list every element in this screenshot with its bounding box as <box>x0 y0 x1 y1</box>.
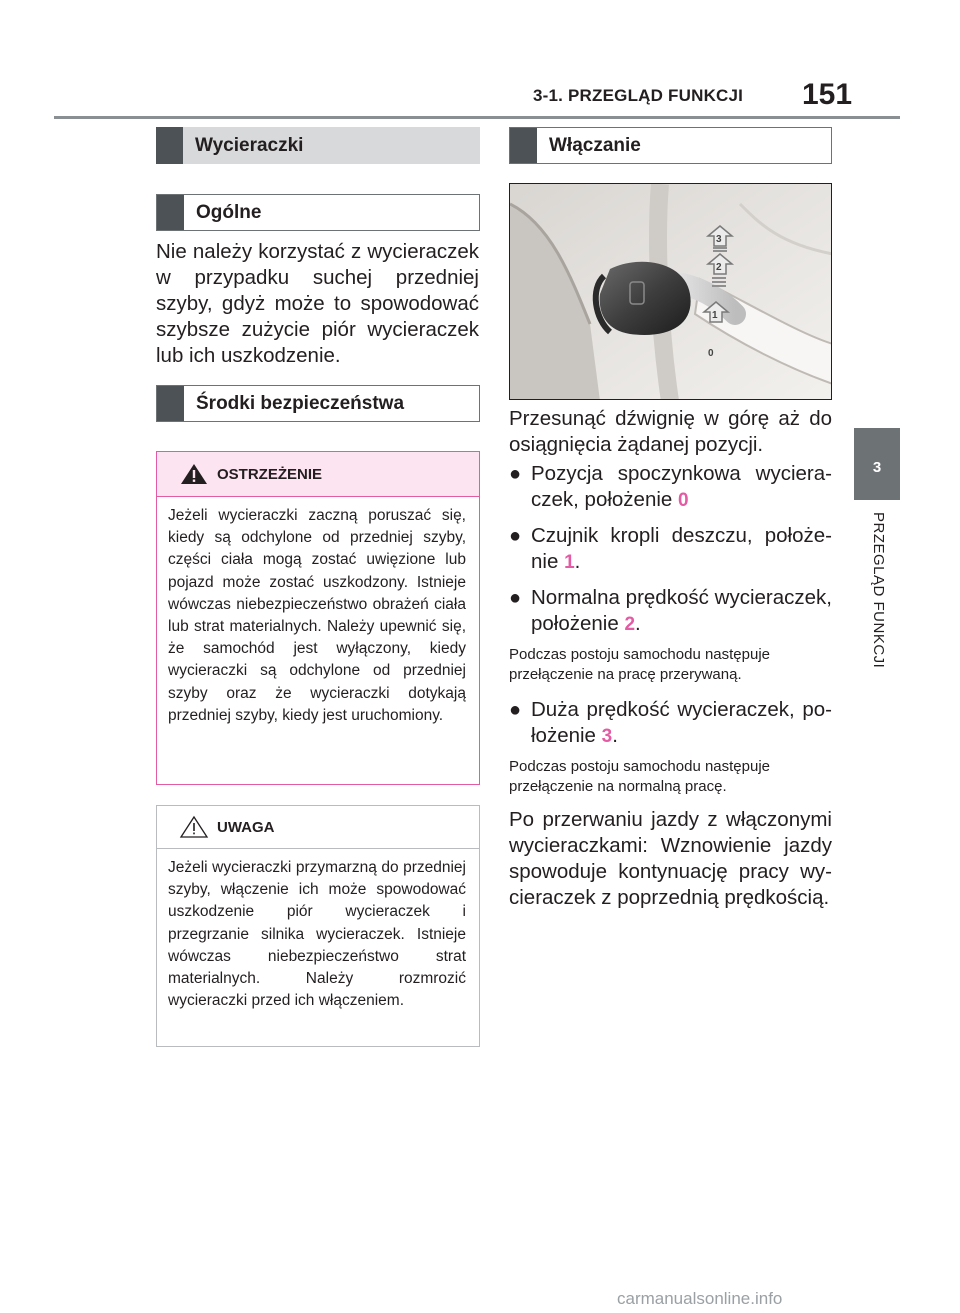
item-suffix: . <box>635 612 641 635</box>
heading-bar <box>156 127 183 164</box>
chapter-label: PRZEGLĄD FUNKCJI <box>870 512 887 669</box>
heading-ogolne <box>156 194 480 231</box>
item-suffix: . <box>574 550 581 573</box>
item-text: Duża prędkość wycieraczek, położenie <box>531 698 832 747</box>
bullet-dot-icon: ● <box>509 587 522 609</box>
item-text: Normalna prędkość wycieraczek, położenie <box>531 586 832 635</box>
warning-triangle-icon <box>179 462 209 486</box>
notice-title: UWAGA <box>217 818 275 836</box>
notice-box <box>156 805 480 1047</box>
wiper-lever-illustration <box>509 183 832 400</box>
lever-drawing <box>510 184 832 400</box>
heading-text: Środki bezpieczeństwa <box>196 392 405 414</box>
page-number: 151 <box>802 78 853 111</box>
section-title: 3-1. PRZEGLĄD FUNKCJI <box>533 86 744 105</box>
position-label: 1 <box>712 310 718 321</box>
bullet-dot-icon: ● <box>509 525 522 547</box>
watermark: carmanualsonline.info <box>617 1289 783 1308</box>
bullet-dot-icon: ● <box>509 699 522 721</box>
caution-outline-icon <box>179 815 209 839</box>
heading-bar <box>510 128 537 163</box>
warning-box <box>156 451 480 785</box>
intro-paragraph: Przesunąć dźwignię w górę aż do osiągnięcia żądanej pozycji. <box>509 407 832 456</box>
item-text: Pozycja spoczynkowa wycieraczek, położenie <box>531 462 832 511</box>
warning-text: Jeżeli wycieraczki zaczną poruszać się, kiedy są odchylone od przedniej szyby, części ciała mogą zostać uwięzione lub pojazd może zostać uszkodzony. Istnieje wówczas niebezpieczeństwo obrażeń ciała lub strat materialnych. Należy upewnić się, że samochód jest wyłączony, kiedy wycieraczki są odchylone od przedniej szyby oraz że wycieraczki dotykają przedniej szyby, kiedy jest uruchomiony. <box>168 507 466 724</box>
bullet-dot-icon: ● <box>509 463 522 485</box>
positions-list <box>509 461 832 911</box>
position-label: 0 <box>708 348 714 359</box>
heading-text: Wycieraczki <box>195 134 304 156</box>
heading-bar <box>157 195 184 230</box>
general-paragraph: Nie należy korzystać z wycieraczek w przypadku suchej przedniej szyby, gdyż może to spowodować szybsze zużycie piór wycieraczek lub ich uszkodzenie. <box>156 240 479 367</box>
position-label: 2 <box>716 262 722 273</box>
warning-header <box>157 452 479 497</box>
heading-wlaczanie <box>509 127 832 164</box>
warning-title: OSTRZEŻENIE <box>217 465 323 483</box>
notice-header <box>157 806 479 849</box>
list-item <box>509 523 832 576</box>
item-text: Czujnik kropli deszczu, położenie <box>531 524 832 573</box>
position-number: 1 <box>564 552 575 573</box>
position-number: 3 <box>601 726 613 747</box>
chapter-tab: 3 <box>854 428 900 500</box>
heading-wycieraczki <box>156 127 480 164</box>
notice-text: Jeżeli wycieraczki przymarzną do przedniej szyby, włączenie ich może spowodować uszkodzenie piór wycieraczek i przegrzanie silnika wycieraczek. Istnieje wówczas niebezpieczeństwo strat materialnych. Należy rozmrozić wycieraczki przed ich włączeniem. <box>168 859 466 1010</box>
item-suffix: . <box>612 724 618 747</box>
closing-paragraph: Po przerwaniu jazdy z włączonymi wycieraczkami: Wznowienie jazdy spowoduje kontynuację pracy wycieraczek z poprzednią prędkością. <box>509 808 832 909</box>
position-number: 2 <box>624 614 636 635</box>
list-item <box>509 697 832 750</box>
note-normal: Podczas postoju samochodu następuje przełączenie na normalną pracę. <box>509 758 771 795</box>
list-item <box>509 461 832 514</box>
heading-text: Ogólne <box>196 201 262 223</box>
position-number: 0 <box>678 490 689 511</box>
note-intermittent: Podczas postoju samochodu następuje przełączenie na pracę przerywaną. <box>509 646 771 683</box>
heading-text: Włączanie <box>549 134 641 156</box>
heading-bar <box>157 386 184 421</box>
list-item <box>509 585 832 638</box>
heading-safety <box>156 385 480 422</box>
header-divider <box>54 116 900 119</box>
position-label: 3 <box>716 234 722 245</box>
